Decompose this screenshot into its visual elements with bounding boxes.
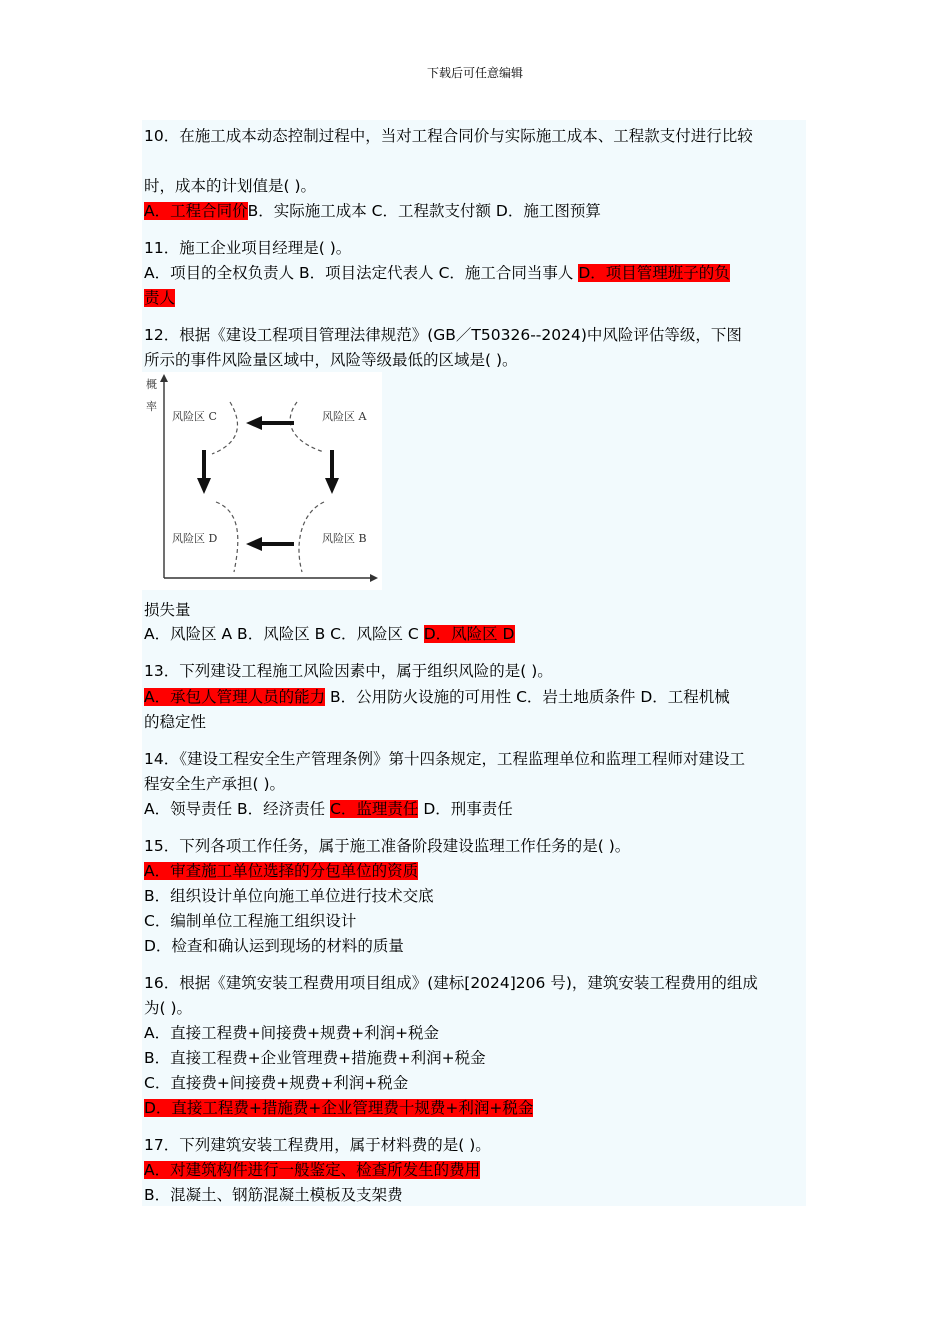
zone-a-label: 风险区 A <box>322 410 367 423</box>
zone-b-boundary <box>299 502 324 572</box>
q17-option-b: B．混凝土、钢筋混凝土模板及支架费 <box>144 1186 403 1204</box>
q14-answer-c: C．监理责任 <box>330 800 419 818</box>
q15-option-b: B．组织设计单位向施工单位进行技术交底 <box>144 887 434 905</box>
q16-stem-line1: 16．根据《建筑安装工程费用项目组成》(建标[2024]206 号)，建筑安装工程费用的组成 <box>144 974 758 992</box>
q16-stem-line2: 为( )。 <box>144 999 193 1017</box>
q15-option-d: D．检查和确认运到现场的材料的质量 <box>144 937 404 955</box>
q11-options-abc: A．项目的全权负责人 B．项目法定代表人 C．施工合同当事人 <box>144 264 579 282</box>
q14-option-d: D．刑事责任 <box>418 800 513 818</box>
zone-a-boundary <box>290 402 324 452</box>
q17-stem: 17．下列建筑安装工程费用，属于材料费的是( )。 <box>144 1136 491 1154</box>
page-header: 下载后可任意编辑 <box>426 66 523 80</box>
y-axis-arrow <box>160 374 168 382</box>
q13-answer-a: A．承包人管理人员的能力 <box>144 688 326 706</box>
q12-x-axis-label: 损失量 <box>144 601 191 619</box>
q16-option-d <box>144 1098 533 1119</box>
q13-options-cont: 的稳定性 <box>144 713 207 731</box>
q17-answer-a: A．对建筑构件进行一般鉴定、检查所发生的费用 <box>144 1161 481 1179</box>
q12-options <box>144 624 515 645</box>
arrow-a-to-c <box>246 416 294 430</box>
zone-d-label: 风险区 D <box>172 532 218 545</box>
zone-d-boundary <box>216 502 238 572</box>
q17-option-a <box>144 1160 480 1181</box>
q15-option-a <box>144 861 418 882</box>
q16-option-a: A．直接工程费+间接费+规费+利润+税金 <box>144 1024 440 1042</box>
q14-options <box>144 799 513 820</box>
q12-options-abc: A．风险区 A B．风险区 B C．风险区 C <box>144 625 424 643</box>
y-axis-label-1: 概 <box>146 378 157 391</box>
q14-stem-line1: 14．《建设工程安全生产管理条例》第十四条规定，工程监理单位和监理工程师对建设工 <box>144 750 745 768</box>
zone-b-label: 风险区 B <box>322 532 367 545</box>
arrow-a-to-b <box>325 450 339 494</box>
q13-options <box>144 687 730 708</box>
q10-options <box>144 201 601 222</box>
q11-options <box>144 263 730 284</box>
q10-stem-line2: 时，成本的计划值是( )。 <box>144 177 317 195</box>
q12-answer-d: D．风险区 D <box>423 625 515 643</box>
q10-options-rest: B．实际施工成本 C．工程款支付额 D．施工图预算 <box>247 202 601 220</box>
q11-options-cont <box>144 288 175 309</box>
y-axis-label-2: 率 <box>146 400 157 413</box>
q15-option-c: C．编制单位工程施工组织设计 <box>144 912 357 930</box>
q10-stem-line1: 10．在施工成本动态控制过程中，当对工程合同价与实际施工成本、工程款支付进行比较 <box>144 127 753 145</box>
q13-options-rest: B．公用防火设施的可用性 C．岩土地质条件 D．工程机械 <box>325 688 730 706</box>
q15-stem: 15．下列各项工作任务，属于施工准备阶段建设监理工作任务的是( )。 <box>144 837 631 855</box>
q11-answer-d-cont: 责人 <box>144 289 176 307</box>
q14-stem-line2: 程安全生产承担( )。 <box>144 775 286 793</box>
q12-stem-line2: 所示的事件风险量区域中，风险等级最低的区域是( )。 <box>144 351 518 369</box>
q10-answer-a: A．工程合同价 <box>144 202 248 220</box>
q16-option-c: C．直接费+间接费+规费+利润+税金 <box>144 1074 409 1092</box>
risk-zone-diagram <box>142 372 382 590</box>
zone-c-label: 风险区 C <box>172 410 217 423</box>
q16-option-b: B．直接工程费+企业管理费+措施费+利润+税金 <box>144 1049 486 1067</box>
q14-options-ab: A．领导责任 B．经济责任 <box>144 800 331 818</box>
q13-stem: 13．下列建设工程施工风险因素中，属于组织风险的是( )。 <box>144 662 553 680</box>
arrow-b-to-d <box>246 537 294 551</box>
risk-zone-svg <box>142 372 382 590</box>
q12-stem-line1: 12．根据《建设工程项目管理法律规范》(GB／T50326--2024)中风险评估等级，下图 <box>144 326 742 344</box>
q11-answer-d: D．项目管理班子的负 <box>578 264 730 282</box>
q11-stem: 11．施工企业项目经理是( )。 <box>144 239 352 257</box>
x-axis-arrow <box>370 574 378 582</box>
q15-answer-a: A．审查施工单位选择的分包单位的资质 <box>144 862 419 880</box>
question-list <box>142 120 806 1206</box>
arrow-c-to-d <box>197 450 211 494</box>
q16-answer-d: D．直接工程费+措施费+企业管理费十规费+利润+税金 <box>144 1099 534 1117</box>
